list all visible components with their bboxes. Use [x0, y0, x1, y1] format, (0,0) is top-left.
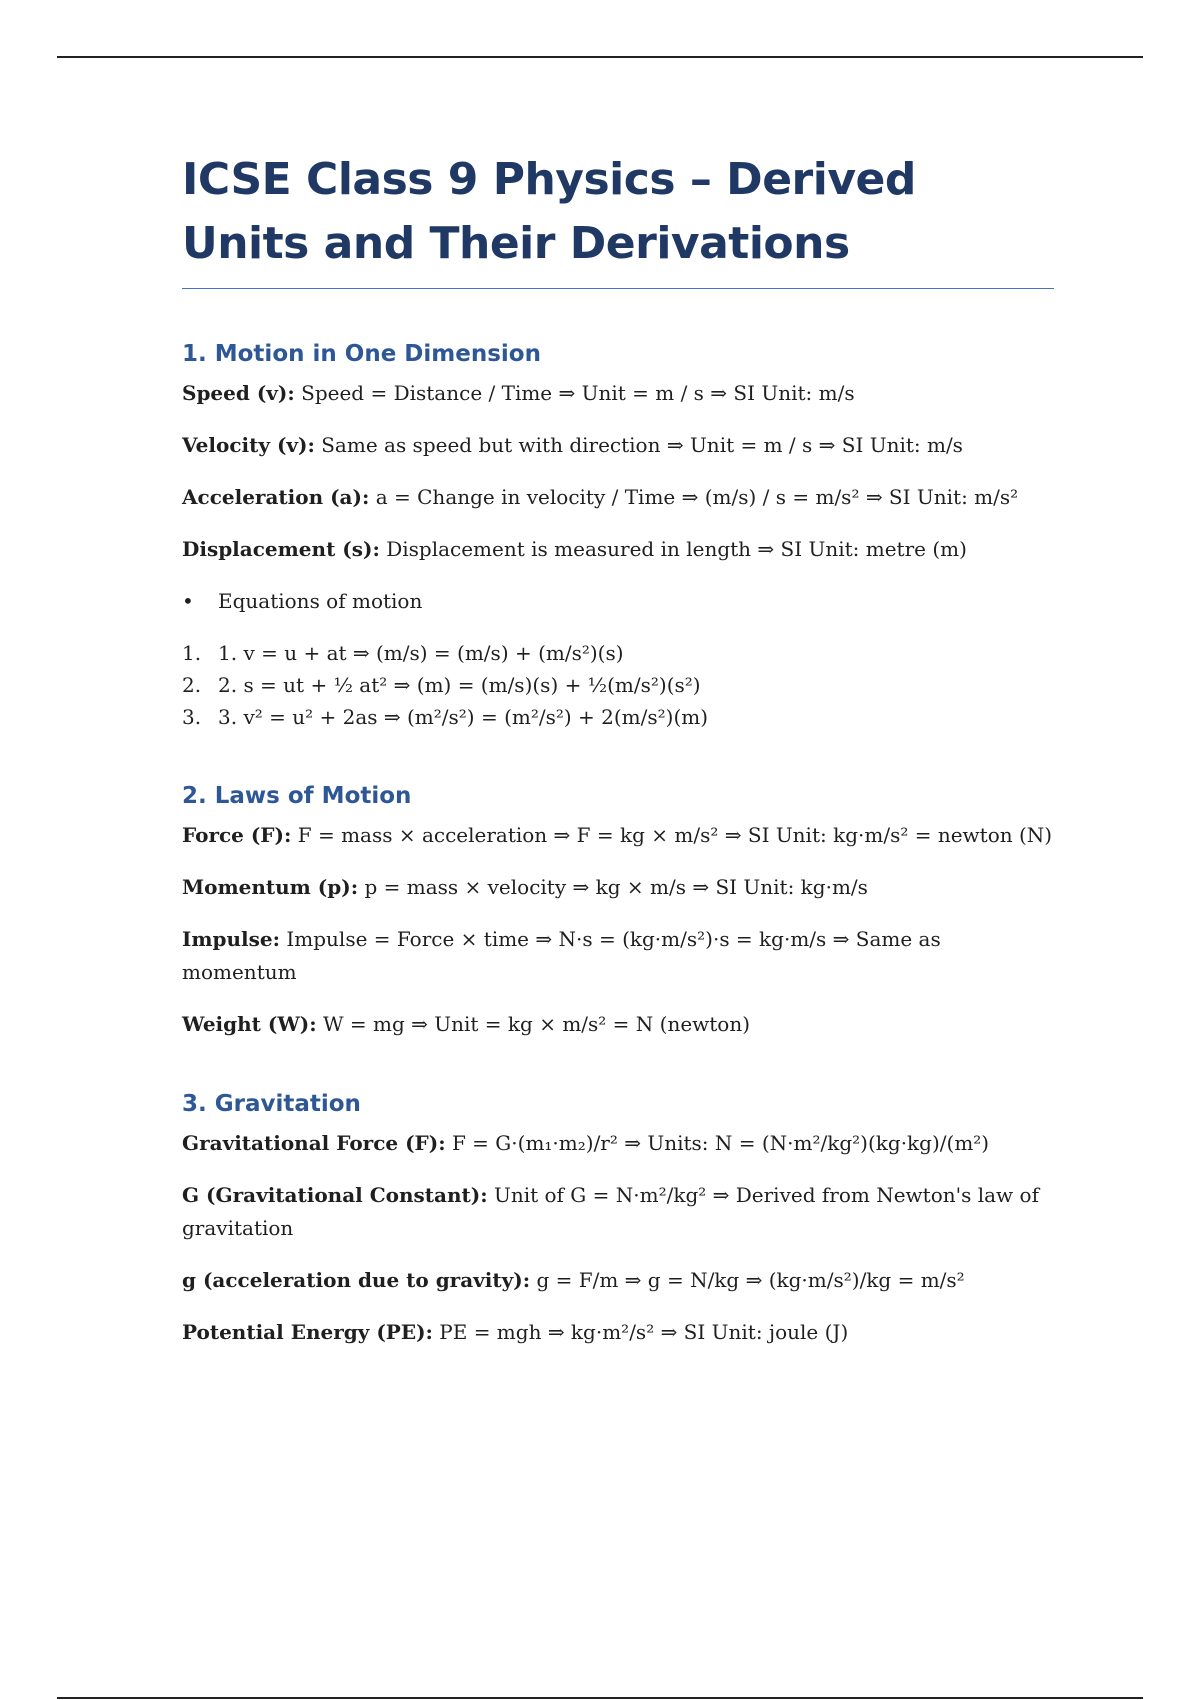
equation-text: 2. s = ut + ½ at² ⇒ (m) = (m/s)(s) + ½(m/s²)(s²)	[218, 673, 701, 697]
header-rule	[57, 56, 1143, 58]
equation-text: 1. v = u + at ⇒ (m/s) = (m/s) + (m/s²)(s)	[218, 641, 624, 665]
entry-text: Displacement is measured in length ⇒ SI Unit: metre (m)	[379, 537, 967, 561]
entry-term: G (Gravitational Constant):	[182, 1183, 488, 1207]
equation-text: 3. v² = u² + 2as ⇒ (m²/s²) = (m²/s²) + 2(m/s²)(m)	[218, 705, 709, 729]
equation-number: 1.	[182, 641, 202, 665]
equation-item	[182, 701, 1054, 733]
entry-weight	[182, 1008, 1054, 1041]
equation-item	[182, 637, 1054, 669]
entry-text: PE = mgh ⇒ kg·m²/s² ⇒ SI Unit: joule (J)	[432, 1320, 849, 1344]
section-heading: 1. Motion in One Dimension	[182, 341, 541, 367]
entry-text: Same as speed but with direction ⇒ Unit = m / s ⇒ SI Unit: m/s	[314, 433, 963, 457]
entry-gravitational-constant	[182, 1179, 1054, 1245]
equation-item	[182, 669, 1054, 701]
entry-text: p = mass × velocity ⇒ kg × m/s ⇒ SI Unit: kg·m/s	[358, 875, 868, 899]
bullet-marker: •	[182, 589, 194, 613]
entry-text: W = mg ⇒ Unit = kg × m/s² = N (newton)	[316, 1012, 751, 1036]
entry-text: F = mass × acceleration ⇒ F = kg × m/s² ⇒ SI Unit: kg·m/s² = newton (N)	[291, 823, 1053, 847]
bullet-text: Equations of motion	[218, 589, 423, 613]
entry-text: F = G·(m₁·m₂)/r² ⇒ Units: N = (N·m²/kg²)(kg·kg)/(m²)	[445, 1131, 990, 1155]
entry-term: Acceleration (a):	[182, 485, 370, 509]
entry-text: Unit of G = N·m²/kg² ⇒ Derived from Newton's law of gravitation	[182, 1183, 1039, 1240]
entry-term: Force (F):	[182, 823, 292, 847]
entry-term: Speed (v):	[182, 381, 295, 405]
entry-impulse	[182, 923, 1054, 989]
entry-text: a = Change in velocity / Time ⇒ (m/s) / s = m/s² ⇒ SI Unit: m/s²	[369, 485, 1019, 509]
entry-acceleration	[182, 481, 1054, 514]
entry-speed	[182, 377, 1054, 410]
entry-term: Velocity (v):	[182, 433, 315, 457]
page-title: ICSE Class 9 Physics – Derived Units and Their Derivations	[182, 148, 1054, 289]
entry-velocity	[182, 429, 1054, 462]
entry-gravitational-force	[182, 1127, 1054, 1160]
entry-text: Speed = Distance / Time ⇒ Unit = m / s ⇒ SI Unit: m/s	[294, 381, 855, 405]
entry-term: Weight (W):	[182, 1012, 317, 1036]
entry-text: Impulse = Force × time ⇒ N·s = (kg·m/s²)·s = kg·m/s ⇒ Same as momentum	[182, 927, 941, 984]
footer-rule	[57, 1697, 1143, 1699]
section-heading: 3. Gravitation	[182, 1091, 361, 1117]
entry-potential-energy	[182, 1316, 1054, 1349]
section-laws-of-motion	[182, 781, 1054, 1041]
entry-displacement	[182, 533, 1054, 566]
entry-term: Gravitational Force (F):	[182, 1131, 446, 1155]
entry-term: g (acceleration due to gravity):	[182, 1268, 531, 1292]
entry-acceleration-gravity	[182, 1264, 1054, 1297]
section-motion	[182, 339, 1054, 733]
entry-force	[182, 819, 1054, 852]
section-heading: 2. Laws of Motion	[182, 783, 412, 809]
equation-number: 3.	[182, 705, 202, 729]
document-body	[182, 148, 1054, 1368]
entry-term: Impulse:	[182, 927, 281, 951]
equation-number: 2.	[182, 673, 202, 697]
entry-term: Potential Energy (PE):	[182, 1320, 433, 1344]
entry-term: Momentum (p):	[182, 875, 359, 899]
entry-text: g = F/m ⇒ g = N/kg ⇒ (kg·m/s²)/kg = m/s²	[530, 1268, 965, 1292]
section-gravitation	[182, 1089, 1054, 1349]
entry-momentum	[182, 871, 1054, 904]
entry-term: Displacement (s):	[182, 537, 380, 561]
equations-list	[182, 637, 1054, 733]
bullet-item	[182, 585, 1054, 618]
